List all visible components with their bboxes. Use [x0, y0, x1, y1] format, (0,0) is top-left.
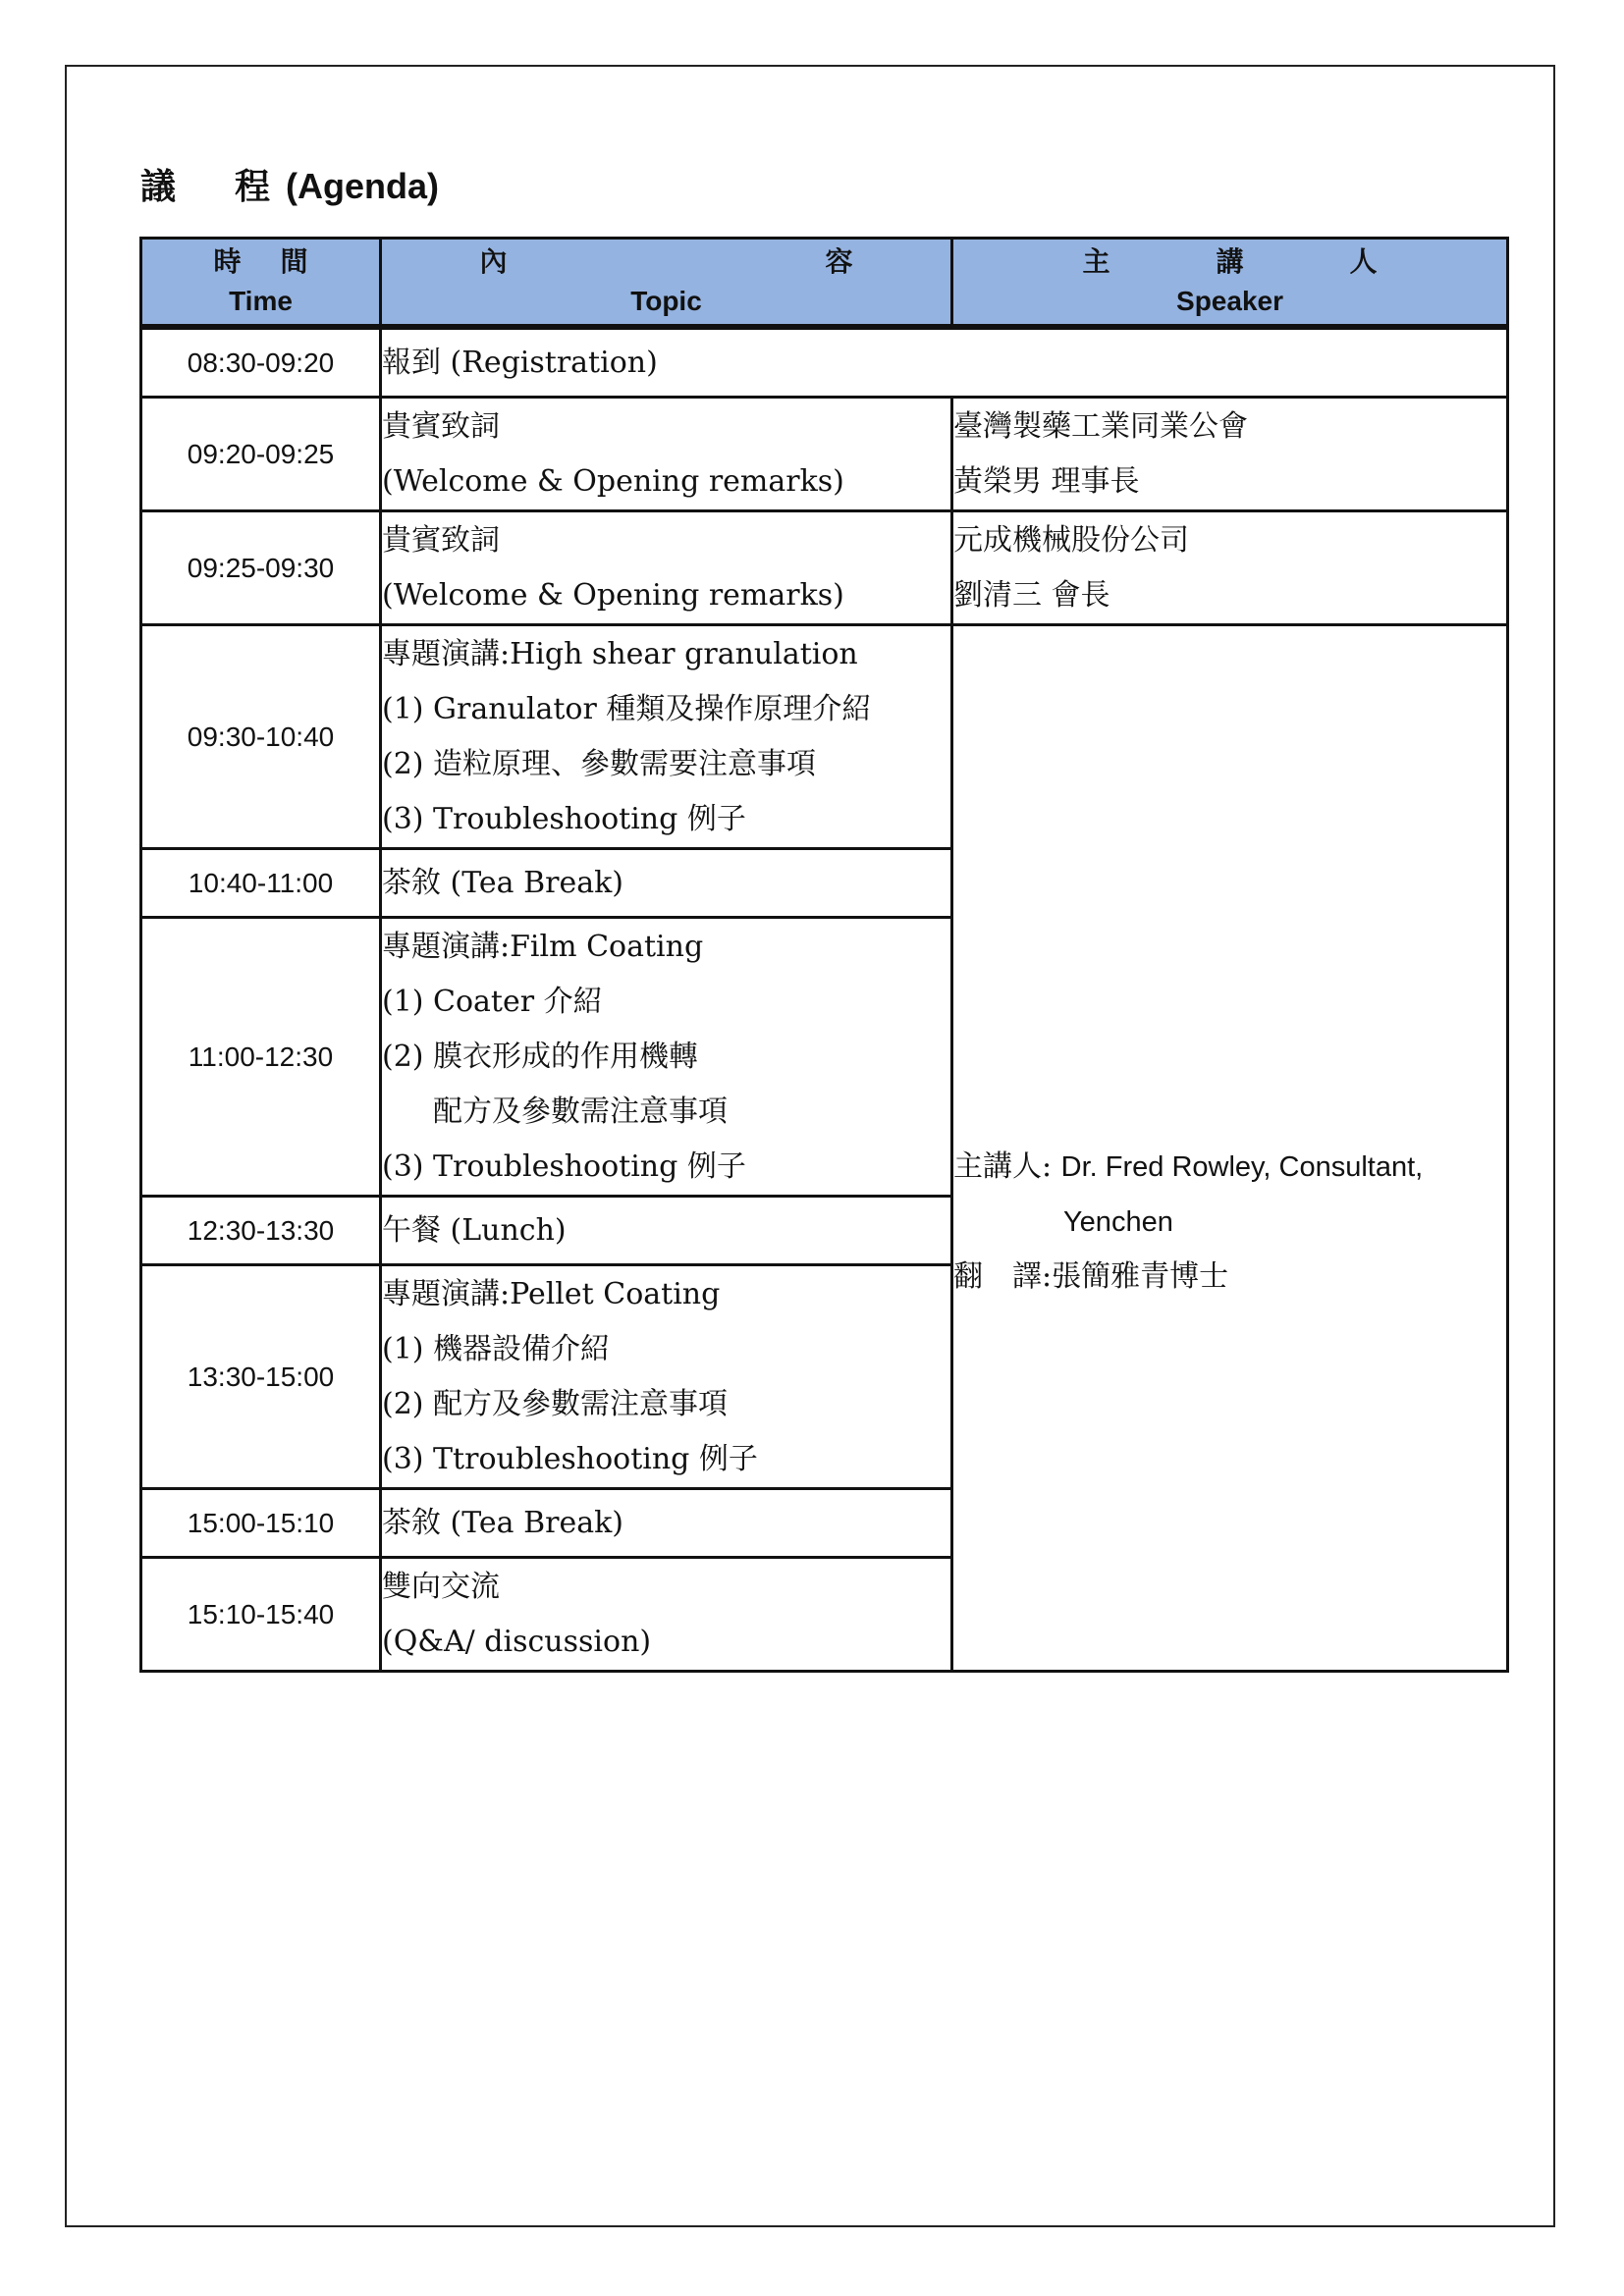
translator-label: 翻 譯: — [953, 1258, 1053, 1294]
time-cell: 10:40-11:00 — [141, 849, 381, 918]
header-speaker: 主 講 人 Speaker — [952, 239, 1508, 326]
title-char-2: 程 — [235, 167, 271, 207]
topic-cell: 午餐 (Lunch) — [381, 1197, 952, 1265]
translator-name: 張簡雅青博士 — [1052, 1258, 1229, 1294]
time-cell: 09:20-09:25 — [141, 398, 381, 511]
speaker-name: Dr. Fred Rowley, Consultant, — [1060, 1150, 1424, 1183]
title-char-1: 議 — [140, 167, 177, 207]
speaker-label: 主講人: — [953, 1148, 1053, 1184]
title-en: (Agenda) — [286, 166, 440, 206]
agenda-table — [139, 237, 1509, 1673]
speaker-cell: 臺灣製藥工業同業公會 黃榮男 理事長 — [952, 398, 1508, 511]
speaker-cell: 元成機械股份公司 劉清三 會長 — [952, 511, 1508, 625]
topic-cell: 報到 (Registration) — [381, 329, 1508, 398]
time-cell: 09:25-09:30 — [141, 511, 381, 625]
time-cell: 09:30-10:40 — [141, 625, 381, 849]
speaker-org: Yenchen — [1063, 1205, 1173, 1238]
topic-cell: 茶敘 (Tea Break) — [381, 1489, 952, 1558]
topic-cell: 雙向交流 (Q&A/ discussion) — [381, 1558, 952, 1672]
time-cell: 15:00-15:10 — [141, 1489, 381, 1558]
header-time: 時 間 Time — [141, 239, 381, 326]
time-cell: 11:00-12:30 — [141, 918, 381, 1197]
time-cell: 15:10-15:40 — [141, 1558, 381, 1672]
page-title — [140, 159, 439, 209]
table-row — [141, 625, 1508, 849]
topic-cell: 貴賓致詞 (Welcome & Opening remarks) — [381, 398, 952, 511]
topic-cell: 專題演講:Film Coating (1) Coater 介紹 (2) 膜衣形成的作用機轉 配方及參數需注意事項 (3) Troubleshooting 例子 — [381, 918, 952, 1197]
time-cell: 12:30-13:30 — [141, 1197, 381, 1265]
header-row — [141, 239, 1508, 326]
header-topic: 內 容 Topic — [381, 239, 952, 326]
table-row — [141, 511, 1508, 625]
topic-cell: 貴賓致詞 (Welcome & Opening remarks) — [381, 511, 952, 625]
table-row — [141, 398, 1508, 511]
topic-cell: 專題演講:Pellet Coating (1) 機器設備介紹 (2) 配方及參數需注意事項 (3) Ttroubleshooting 例子 — [381, 1265, 952, 1489]
main-speaker-cell — [952, 625, 1508, 1672]
table-row — [141, 329, 1508, 398]
topic-cell: 茶敘 (Tea Break) — [381, 849, 952, 918]
topic-cell: 專題演講:High shear granulation (1) Granulator 種類及操作原理介紹 (2) 造粒原理、參數需要注意事項 (3) Troubleshooting 例子 — [381, 625, 952, 849]
time-cell: 08:30-09:20 — [141, 329, 381, 398]
time-cell: 13:30-15:00 — [141, 1265, 381, 1489]
